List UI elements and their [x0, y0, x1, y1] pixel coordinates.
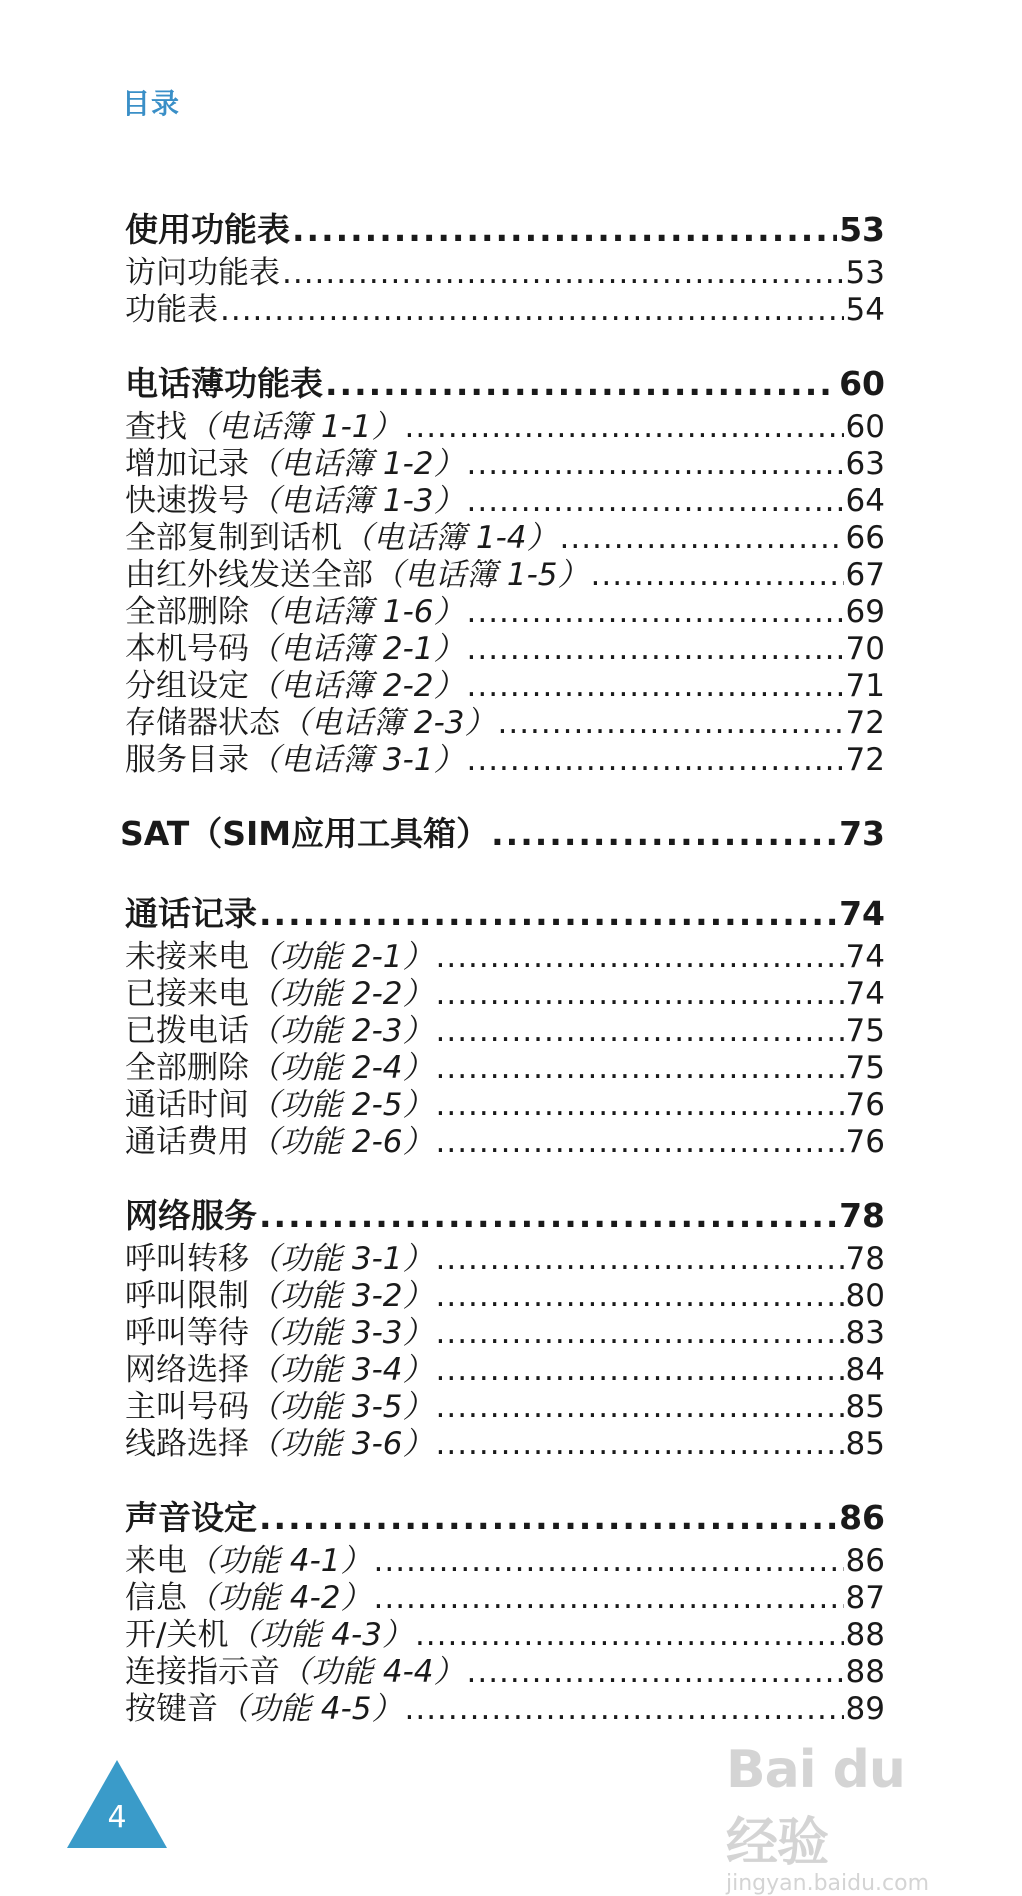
leader-dots [436, 1389, 844, 1426]
leader-dots [374, 1580, 844, 1617]
entry-page: 85 [845, 1389, 885, 1425]
toc-section [125, 1493, 885, 1728]
entry-page: 86 [845, 1543, 885, 1579]
entry-ref: （功能 4-3） [228, 1617, 413, 1653]
entry-ref: （功能 3-1） [249, 1241, 434, 1277]
toc-section [125, 205, 885, 329]
leader-dots [436, 976, 844, 1013]
section-page: 73 [839, 814, 885, 853]
toc-entry[interactable] [125, 742, 885, 779]
toc-entry[interactable] [125, 1278, 885, 1315]
entry-label: 呼叫限制 [125, 1278, 249, 1314]
entry-ref: （功能 2-2） [249, 976, 434, 1012]
entry-page: 88 [845, 1617, 885, 1653]
toc-entry[interactable] [125, 1013, 885, 1050]
leader-dots [436, 1426, 844, 1463]
entry-page: 64 [845, 483, 885, 519]
entry-label: 功能表 [125, 292, 218, 328]
entry-ref: （电话簿 1-4） [342, 520, 558, 556]
entry-label: 线路选择 [125, 1426, 249, 1462]
entry-label: 开/关机 [125, 1617, 229, 1653]
entry-page: 78 [845, 1241, 885, 1277]
section-page: 86 [839, 1498, 885, 1537]
table-of-contents [120, 205, 885, 1758]
entry-page: 71 [845, 668, 885, 704]
leader-dots [436, 939, 844, 976]
toc-entry[interactable] [125, 255, 885, 292]
leader-dots [436, 1241, 844, 1278]
toc-entry[interactable] [125, 594, 885, 631]
leader-dots [436, 1278, 844, 1315]
toc-entry[interactable] [125, 1654, 885, 1691]
entry-page: 84 [845, 1352, 885, 1388]
section-title: 电话薄功能表 [125, 364, 323, 403]
entry-label: 分组设定 [125, 668, 249, 704]
toc-section [120, 809, 885, 859]
entry-page: 67 [845, 557, 885, 593]
leader-dots [467, 483, 844, 520]
entry-ref: （电话簿 1-5） [373, 557, 589, 593]
leader-dots [292, 205, 837, 255]
entry-label: 主叫号码 [125, 1389, 249, 1425]
entry-ref: （功能 4-1） [187, 1543, 372, 1579]
toc-entry[interactable] [125, 976, 885, 1013]
entry-page: 74 [845, 939, 885, 975]
entry-label: 连接指示音 [125, 1654, 280, 1690]
entry-label: 已拨电话 [125, 1013, 249, 1049]
leader-dots [436, 1124, 844, 1161]
toc-entry[interactable] [125, 631, 885, 668]
toc-entry[interactable] [125, 1352, 885, 1389]
leader-dots [467, 668, 844, 705]
toc-entry[interactable] [125, 409, 885, 446]
entry-label: 快速拨号 [125, 483, 249, 519]
entry-ref: （电话簿 1-6） [249, 594, 465, 630]
entry-page: 75 [845, 1013, 885, 1049]
entry-ref: （功能 2-5） [249, 1087, 434, 1123]
entry-ref: （功能 4-5） [218, 1691, 403, 1727]
toc-entry[interactable] [125, 1087, 885, 1124]
entry-ref: （功能 3-6） [249, 1426, 434, 1462]
toc-section-heading[interactable] [125, 1191, 885, 1241]
watermark-url: jingyan.baidu.com [726, 1871, 930, 1896]
entry-label: 访问功能表 [125, 255, 280, 291]
section-page: 53 [839, 210, 885, 249]
entry-label: 存储器状态 [125, 705, 280, 741]
toc-entry[interactable] [125, 668, 885, 705]
toc-entry[interactable] [125, 1124, 885, 1161]
toc-entry[interactable] [125, 520, 885, 557]
entry-ref: （功能 2-6） [249, 1124, 434, 1160]
entry-label: 按键音 [125, 1691, 218, 1727]
leader-dots [259, 1493, 837, 1543]
page-number-badge [67, 1760, 167, 1848]
leader-dots [498, 705, 844, 742]
entry-ref: （功能 2-3） [249, 1013, 434, 1049]
toc-section-heading[interactable] [125, 889, 885, 939]
watermark-logo: Bai du 经验 [726, 1740, 905, 1873]
section-page: 78 [839, 1196, 885, 1235]
toc-entry[interactable] [125, 292, 885, 329]
page-number: 4 [107, 1800, 127, 1835]
leader-dots [467, 594, 844, 631]
leader-dots [282, 255, 844, 292]
section-page: 74 [839, 894, 885, 933]
entry-page: 76 [845, 1087, 885, 1123]
toc-entry[interactable] [125, 1241, 885, 1278]
toc-entry[interactable] [125, 446, 885, 483]
entry-label: 全部删除 [125, 594, 249, 630]
leader-dots [436, 1013, 844, 1050]
entry-page: 76 [845, 1124, 885, 1160]
leader-dots [467, 631, 844, 668]
section-title: 声音设定 [125, 1498, 257, 1537]
entry-ref: （电话簿 2-2） [249, 668, 465, 704]
entry-page: 74 [845, 976, 885, 1012]
entry-label: 查找 [125, 409, 187, 445]
toc-entry[interactable] [125, 1617, 885, 1654]
entry-label: 全部复制到话机 [125, 520, 342, 556]
section-title: 网络服务 [125, 1196, 257, 1235]
toc-entry[interactable] [125, 1426, 885, 1463]
entry-page: 63 [845, 446, 885, 482]
toc-entry[interactable] [125, 483, 885, 520]
entry-page: 75 [845, 1050, 885, 1086]
toc-entry[interactable] [125, 1315, 885, 1352]
entry-page: 88 [845, 1654, 885, 1690]
leader-dots [467, 1654, 844, 1691]
entry-label: 服务目录 [125, 742, 249, 778]
leader-dots [467, 446, 844, 483]
entry-page: 89 [845, 1691, 885, 1727]
leader-dots [405, 409, 844, 446]
entry-page: 87 [845, 1580, 885, 1616]
leader-dots [436, 1087, 844, 1124]
section-page: 60 [839, 364, 885, 403]
leader-dots [259, 1191, 837, 1241]
leader-dots [405, 1691, 844, 1728]
toc-section [125, 889, 885, 1161]
leader-dots [220, 292, 844, 329]
toc-entry[interactable] [125, 557, 885, 594]
leader-dots [436, 1050, 844, 1087]
section-title: 使用功能表 [125, 210, 290, 249]
leader-dots [374, 1543, 844, 1580]
leader-dots [591, 557, 844, 594]
toc-entry[interactable] [125, 939, 885, 976]
entry-page: 80 [845, 1278, 885, 1314]
entry-ref: （功能 4-4） [280, 1654, 465, 1690]
entry-ref: （电话簿 3-1） [249, 742, 465, 778]
toc-entry[interactable] [125, 1543, 885, 1580]
entry-page: 54 [845, 292, 885, 328]
entry-label: 增加记录 [125, 446, 249, 482]
entry-ref: （电话簿 1-2） [249, 446, 465, 482]
entry-page: 53 [845, 255, 885, 291]
entry-page: 60 [845, 409, 885, 445]
toc-entry[interactable] [125, 705, 885, 742]
toc-section-heading[interactable] [125, 205, 885, 255]
entry-ref: （功能 3-3） [249, 1315, 434, 1351]
entry-ref: （功能 4-2） [187, 1580, 372, 1616]
entry-ref: （功能 2-4） [249, 1050, 434, 1086]
leader-dots [415, 1617, 844, 1654]
watermark [726, 1740, 966, 1896]
entry-page: 70 [845, 631, 885, 667]
entry-label: 未接来电 [125, 939, 249, 975]
entry-ref: （功能 3-5） [249, 1389, 434, 1425]
entry-page: 72 [845, 742, 885, 778]
entry-page: 85 [845, 1426, 885, 1462]
toc-entry[interactable] [125, 1691, 885, 1728]
toc-entry[interactable] [125, 1580, 885, 1617]
leader-dots [259, 889, 837, 939]
entry-ref: （功能 3-4） [249, 1352, 434, 1388]
leader-dots [467, 742, 844, 779]
page-title: 目录 [122, 87, 181, 120]
toc-section-heading[interactable] [125, 1493, 885, 1543]
entry-label: 通话时间 [125, 1087, 249, 1123]
toc-section [125, 1191, 885, 1463]
entry-page: 66 [845, 520, 885, 556]
toc-entry[interactable] [125, 1389, 885, 1426]
entry-label: 网络选择 [125, 1352, 249, 1388]
entry-label: 来电 [125, 1543, 187, 1579]
entry-label: 已接来电 [125, 976, 249, 1012]
leader-dots [436, 1315, 844, 1352]
entry-page: 83 [845, 1315, 885, 1351]
toc-section-heading[interactable] [125, 359, 885, 409]
entry-label: 呼叫转移 [125, 1241, 249, 1277]
leader-dots [436, 1352, 844, 1389]
entry-label: 通话费用 [125, 1124, 249, 1160]
entry-ref: （功能 3-2） [249, 1278, 434, 1314]
entry-ref: （电话簿 2-1） [249, 631, 465, 667]
leader-dots [560, 520, 844, 557]
toc-section [125, 359, 885, 779]
toc-entry[interactable] [125, 1050, 885, 1087]
leader-dots [325, 359, 837, 409]
entry-ref: （电话簿 1-3） [249, 483, 465, 519]
entry-ref: （电话簿 2-3） [280, 705, 496, 741]
entry-label: 由红外线发送全部 [125, 557, 373, 593]
entry-page: 69 [845, 594, 885, 630]
entry-label: 全部删除 [125, 1050, 249, 1086]
entry-label: 信息 [125, 1580, 187, 1616]
entry-ref: （功能 2-1） [249, 939, 434, 975]
entry-label: 本机号码 [125, 631, 249, 667]
entry-label: 呼叫等待 [125, 1315, 249, 1351]
leader-dots [491, 809, 837, 859]
toc-section-heading[interactable] [120, 809, 885, 859]
entry-page: 72 [845, 705, 885, 741]
entry-ref: （电话簿 1-1） [187, 409, 403, 445]
section-title: SAT（SIM应用工具箱） [120, 814, 490, 853]
section-title: 通话记录 [125, 894, 257, 933]
